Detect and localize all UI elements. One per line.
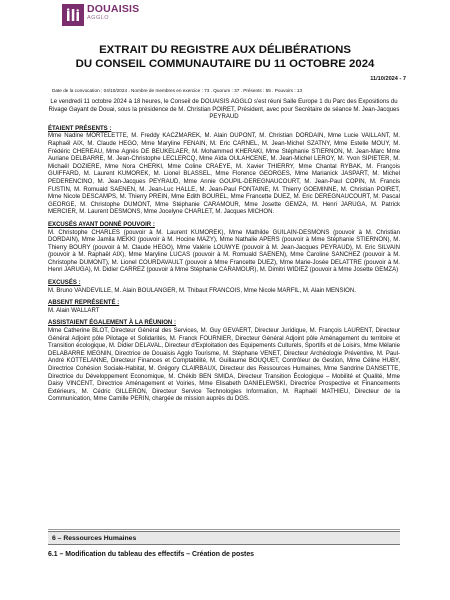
also-attending-heading: ASSISTAIENT ÉGALEMENT À LA RÉUNION : (48, 320, 176, 327)
separator-line (48, 529, 400, 530)
excused-proxy-heading: EXCUSÉS AYANT DONNÉ POUVOIR : (48, 221, 155, 228)
excused-proxy-list: M. Christophe CHARLES (pouvoir à M. Laurent KUMOREK), Mme Mathilde GUILAIN-DESMONS (pouvoir à M. Christian DORDAIN), Mme Jamila MEKKI (pouvoir à M. Hocine MAZY), Mme Nathalie APERS (pouvoir à Mme Stéphanie STIERNON), M. Thierry BOURY (pouvoir à M. Claude HEGO), Mme Valérie LOUWYE (pouvoir à M. Jean-Jacques PEYRAUD), M. Eric SILVAIN (pouvoir à M. Raphaël AIX), Mme Maryline LUCAS (pouvoir à M. Romuald SAENEN), Mme Caroline SANCHEZ (pouvoir à M. Christophe DUMONT), M. Lionel COURDAVAULT (pouvoir à Mme Francette DUEZ), Mme Marie-Josée DELATTRE (pouvoir à M. Henri JARUGA), M. Didier CARREZ (pouvoir à Mme Stéphanie CARAMOUR), M. Dimitri WIDIEZ (pouvoir à Mme Josette GEMZA) (48, 229, 400, 274)
absent-represented-list: M. Alain WALLART (48, 307, 100, 314)
brand-logo-mark (62, 4, 84, 26)
section-heading-bar: 6 – Ressources Humaines (48, 531, 400, 545)
document-body (48, 99, 400, 404)
logo-name: DOUAISIS (87, 3, 140, 15)
document-title (40, 44, 410, 71)
presents-heading: ÉTAIENT PRÉSENTS : (48, 125, 112, 132)
excused-heading: EXCUSÉS : (48, 280, 81, 287)
absent-represented-heading: ABSENT REPRÉSENTÉ : (48, 300, 120, 307)
brand-logo-text (87, 4, 139, 21)
deliberation-reference: 11/10/2024 - 7 (370, 76, 406, 82)
figures-icon (65, 7, 81, 23)
excused-list: M. Bruno VANDEVILLE, M. Alain BOULANGER, M. Thibaut FRANCOIS, Mme Nicole MARFIL, M. Alain MENSION. (48, 287, 356, 294)
title-line-1: EXTRAIT DU REGISTRE AUX DÉLIBÉRATIONS (99, 44, 351, 56)
title-line-2: DU CONSEIL COMMUNAUTAIRE DU 11 OCTOBRE 2024 (75, 57, 375, 70)
session-meta-line: Date de la convocation : 04/10/2024 . Nombre de membres en exercice : 73 . Quorum : 37 . Présents : 55 . Pouvoirs : 13 (52, 88, 303, 93)
subsection-heading: 6.1 – Modification du tableau des effectifs – Création de postes (48, 551, 254, 558)
presents-list: Mme Nadine MORTELETTE, M. Freddy KACZMAREK, M. Alain DUPONT, M. Christian DORDAIN, Mme Lucie VAILLANT, M. Raphaël AIX, M. Claude HEGO, Mme Maryline FENAIN, M. Eric CARNEL, M. Jean-Michel SZATNY, Mme Estelle MOUY, M. Frédéric CHEREAU, Mme Agnès DE BEUKELAER, M. Mohammed KHERAKI, Mme Stéphanie STIERNON, M. Jean-Marc Mme Auriane DELBARRE, M. Jean-Christophe LECLERCQ, Mme Aïda OULAHCENE, M. Jean-Michel LEROY, M. Yvon SIPIETER, M. Michaël DOZIERE, Mme Nora CHERKI, Mme Coline CRAEYE, M. Xavier THIERRY, Mme Chantal RYBAK, M. François GUIFFARD, M. Laurent KUMOREK, M. Lionel BLASSEL, Mme Florence GEORGES, Mme Marianick JASPART, M. Michel PEDERENCINO, M. Jean-Jacques PEYRAUD, Mme Annie GOUPIL-DEREGNAUCOURT, M. Jean-Paul COPIN, M. Francis FUSTIN, M. Romuald SAENEN, M. Jean-Luc HALLE, M. Jean-Paul FONTAINE, M. Thierry GOEMINNE, M. Christian POIRET, Mme Nicole DESCAMPS, M. Thierry PREIN, Mme Edith BOUREL, Mme Francette DUEZ, M. Eric DEREGNAUCOURT, M. Pascal GEORGE, M. Christophe DUMONT, Mme Stéphanie CARAMOUR, Mme Josette GEMZA, M. Henri JARUGA, M. Patrick MERCIER, M. Laurent DESMONS, Mme Jocelyne CHARLET, M. Jacques MICHON. (48, 133, 400, 216)
intro-paragraph: Le vendredi 11 octobre 2024 à 18 heures, le Conseil de DOUAISIS AGGLO s'est réuni Salle Europe 1 du Parc des Expositions du Rivage Gayant de Douai, sous la présidence de M. Christian POIRET, Président, avec pour Secrétaire de séance M. Jean-Jacques PEYRAUD (48, 99, 400, 121)
logo-subtitle: AGGLO (87, 14, 110, 21)
also-attending-list: Mme Catherine BLOT, Directeur Général des Services, M. Guy GEVAERT, Directeur Juridique, M. François LAURENT, Directeur Général Adjoint pôle Pilotage et Solidarités, M. Franck FOURNIER, Directeur Général Adjoint pôle Aménagement du territoire et Transition écologique, M. Didier DELAVAL, Directeur d'Exploitation des Equipements Culturels, Sportifs et de Loisirs, Mme Mélanie DELABARRE MEGNIN, Directrice de Douaisis Agglo Tourisme, M. Stéphane VENET, Directeur Archéologie Préventive, M. Paul-André KOTTELANNE, Directeur Finances et Comptabilité, M. Guillaume BOUQUET, Contrôleur de Gestion, Mme Céline HUBY, Directrice Cohésion Sociale-Habitat, M. Grégory CLAIRBAUX, Directeur des Ressources Humaines, Mme Sandrine DANSETTE, Directrice du Développement Economique, M. Chékib BEN SMIDA, Directeur Transition Écologique – Mobilité et Qualité, Mme Daisy VINCENT, Directrice Aménagement et Voiries, Mme Elisabeth DANIELEWSKI, Directrice Prospective et Financements Extérieurs, M. Cédric GILLERON, Directeur Service Technologies Information, M. Raphaël MATHIEU, Directeur de la Communication, Mme Camille PERIN, chargée de mission auprès du DGS. (48, 328, 400, 403)
